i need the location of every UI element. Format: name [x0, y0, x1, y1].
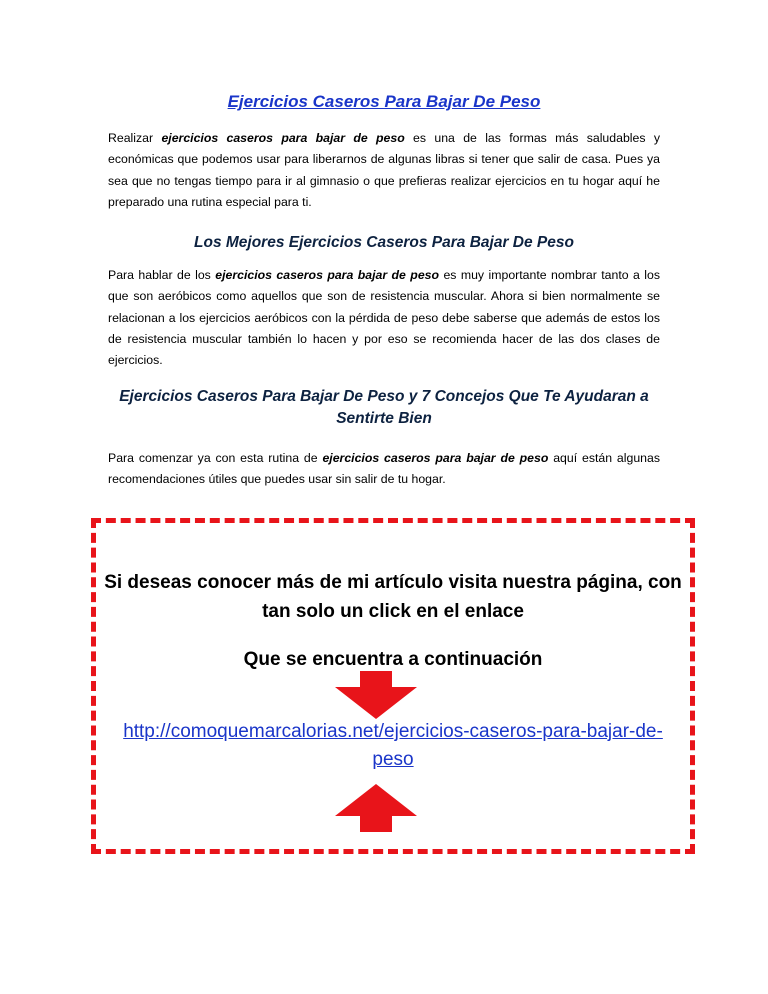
arrow-up-icon — [335, 784, 417, 832]
section-heading-1: Los Mejores Ejercicios Caseros Para Bajar De Peso — [194, 234, 574, 251]
intro-text-after: es una de las formas más saludables y económicas que podemos usar para liberarnos de algunas libras si tener que salir de casa. Pues ya sea que no tengas tiempo para ir al gimnasio o que prefieras realizar ejercicios en tu hogar aquí he preparado una rutina especial para ti. — [108, 131, 660, 209]
paragraph-2-before: Para hablar de los — [108, 268, 216, 282]
paragraph-3-after: aquí están algunas recomendaciones útiles que puedes usar sin salir de tu hogar. — [108, 451, 661, 487]
paragraph-3 — [108, 448, 660, 491]
intro-text-before: Realizar — [108, 131, 162, 145]
paragraph-2 — [108, 265, 660, 371]
promo-message: Si deseas conocer más de mi artículo visita nuestra página, con tan solo un click en el enlace — [104, 572, 682, 622]
paragraph-3-emphasis: ejercicios caseros para bajar de peso — [322, 451, 549, 465]
document-title: Ejercicios Caseros Para Bajar De Peso — [227, 92, 541, 111]
promo-subtitle: Que se encuentra a continuación — [243, 649, 543, 670]
paragraph-2-after: es muy importante nombrar tanto a los que son aeróbicos como aquellos que son de resistencia muscular. Ahora si bien normalmente se relacionan a los ejercicios aeróbicos con la pérdida de peso debe saberse que además de estos los de resistencia muscular también lo hacen y por eso se recomienda hacer de las dos clases de ejercicios. — [108, 268, 660, 368]
section-heading-2: Ejercicios Caseros Para Bajar De Peso y 7 Concejos Que Te Ayudaran a Sentirte Bien — [119, 388, 649, 427]
intro-emphasis: ejercicios caseros para bajar de peso — [161, 131, 405, 145]
paragraph-3-before: Para comenzar ya con esta rutina de — [108, 451, 323, 465]
arrow-down-icon — [335, 671, 417, 719]
paragraph-2-emphasis: ejercicios caseros para bajar de peso — [215, 268, 440, 282]
article-link[interactable]: http://comoquemarcalorias.net/ejercicios-caseros-para-bajar-de-peso — [123, 721, 663, 770]
intro-paragraph — [108, 128, 660, 213]
